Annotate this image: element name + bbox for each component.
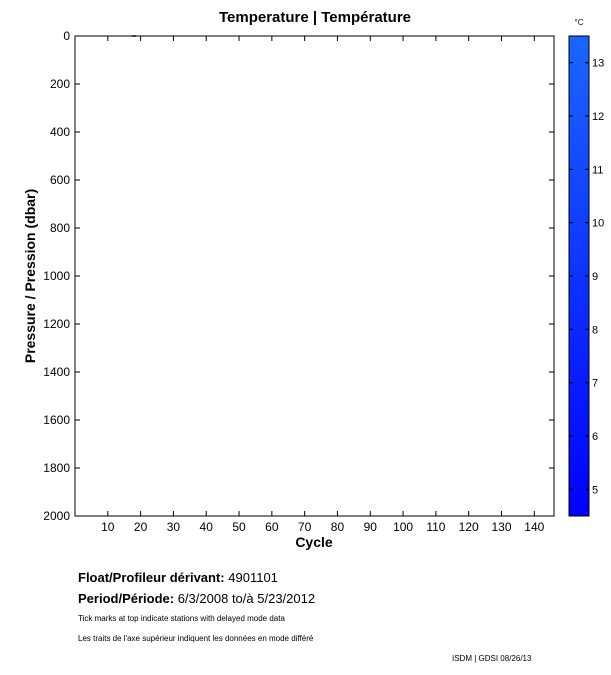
x-tick-label: 110 bbox=[426, 520, 446, 534]
colorbar-unit: °C bbox=[574, 18, 584, 27]
y-tick-label: 1200 bbox=[43, 317, 70, 331]
y-tick-label: 1000 bbox=[43, 269, 70, 283]
x-tick-label: 30 bbox=[166, 520, 181, 534]
note-french: Les traits de l'axe supérieur indiquent les données en mode différé bbox=[78, 634, 314, 643]
colorbar-tick-label: 10 bbox=[592, 217, 605, 230]
x-tick-label: 50 bbox=[232, 520, 246, 534]
y-tick-label: 200 bbox=[49, 77, 70, 91]
x-tick-label: 80 bbox=[330, 520, 345, 534]
colorbar-tick-label: 6 bbox=[592, 431, 599, 443]
colorbar-tick-label: 9 bbox=[592, 271, 599, 283]
x-tick-label: 140 bbox=[524, 520, 545, 534]
y-axis-label: Pressure / Pression (dbar) bbox=[22, 188, 38, 364]
chart-title: Temperature | Température bbox=[218, 9, 412, 26]
note-english: Tick marks at top indicate stations with delayed mode data bbox=[78, 614, 285, 623]
plot-area bbox=[75, 36, 554, 516]
float-id: 4901101 bbox=[228, 570, 278, 585]
credit: ISDM | GDSI 08/26/13 bbox=[452, 654, 532, 663]
colorbar-tick-label: 11 bbox=[592, 164, 604, 177]
x-tick-label: 20 bbox=[133, 520, 148, 534]
y-tick-label: 2000 bbox=[43, 509, 70, 523]
x-tick-label: 90 bbox=[363, 520, 377, 534]
colorbar-tick-label: 5 bbox=[592, 484, 599, 497]
x-tick-label: 10 bbox=[101, 520, 115, 534]
x-tick-label: 70 bbox=[297, 520, 312, 534]
y-tick-label: 600 bbox=[49, 173, 70, 187]
float-label: Float/Profileur dérivant: bbox=[78, 570, 225, 585]
colorbar-tick-label: 7 bbox=[592, 377, 599, 390]
y-tick-label: 800 bbox=[49, 221, 70, 235]
colorbar-tick-label: 12 bbox=[592, 111, 605, 123]
y-tick-label: 1400 bbox=[43, 365, 70, 379]
period-from: 6/3/2008 bbox=[177, 591, 229, 606]
x-tick-label: 60 bbox=[265, 520, 279, 534]
y-tick-label: 400 bbox=[49, 125, 70, 139]
x-axis-label: Cycle bbox=[295, 534, 333, 550]
period-to-label: to/à bbox=[231, 591, 254, 606]
x-tick-label: 100 bbox=[393, 520, 414, 534]
y-tick-label: 1600 bbox=[43, 413, 70, 427]
y-tick-label: 0 bbox=[63, 29, 70, 43]
colorbar-tick-label: 13 bbox=[592, 57, 605, 70]
colorbar-tick-label: 8 bbox=[592, 324, 599, 337]
period-row bbox=[78, 591, 315, 606]
x-tick-label: 120 bbox=[458, 520, 479, 534]
float-row bbox=[78, 570, 278, 585]
period-label: Period/Période: bbox=[78, 591, 175, 606]
period-to: 5/23/2012 bbox=[257, 591, 316, 606]
y-tick-label: 1800 bbox=[43, 461, 70, 475]
x-tick-label: 130 bbox=[491, 520, 512, 534]
x-tick-label: 40 bbox=[199, 520, 213, 534]
